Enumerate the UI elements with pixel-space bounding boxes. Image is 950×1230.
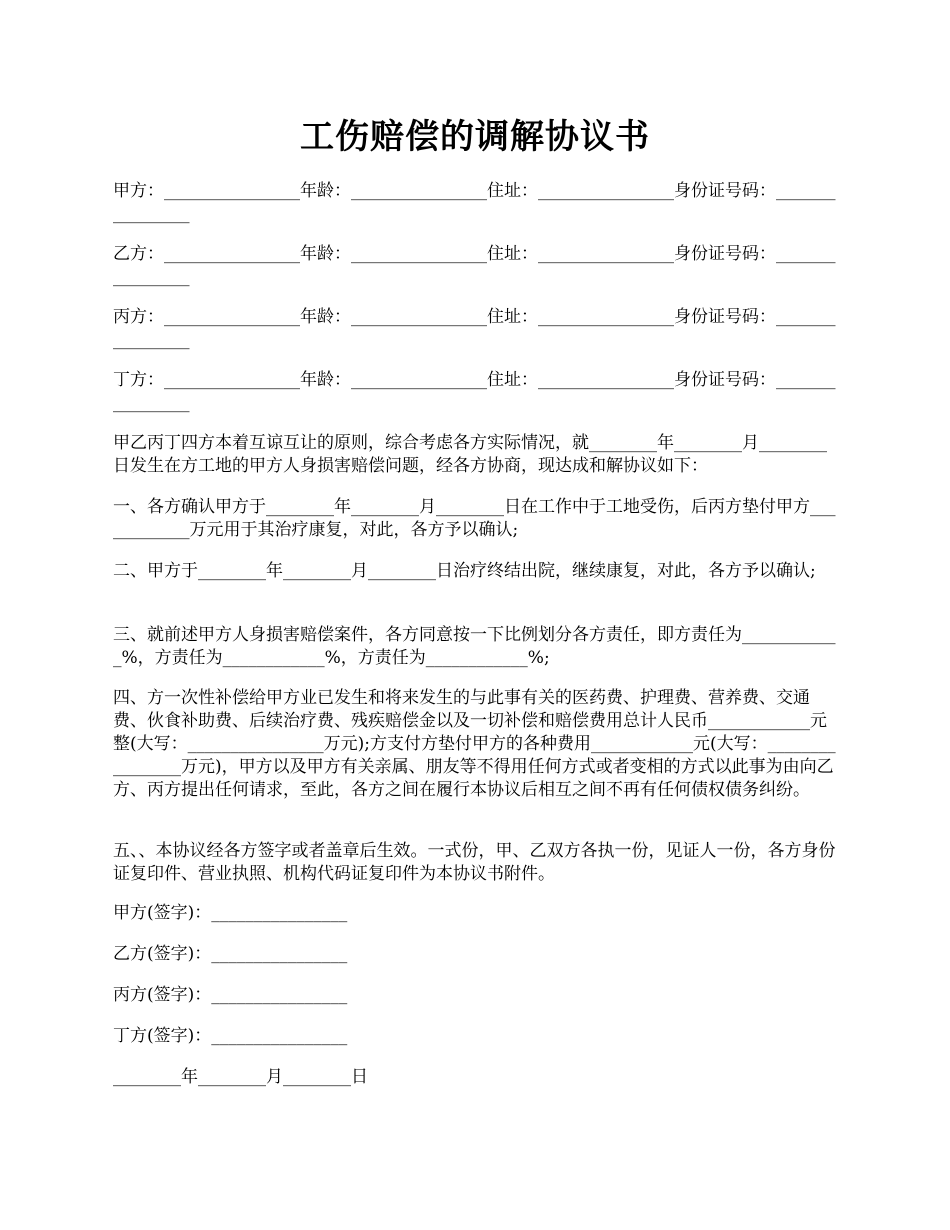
- document-title: 工伤赔偿的调解协议书: [300, 117, 650, 157]
- clause-3: 三、就前述甲方人身损害赔偿案件，各方同意按一下比例划分各方责任，即方责任为____________%，方责任为____________%，方责任为____________%;: [113, 625, 836, 668]
- clause-4: 四、方一次性补偿给甲方业已发生和将来发生的与此事有关的医药费、护理费、营养费、交通费、伙食补助费、后续治疗费、残疾赔偿金以及一切补偿和赔偿费用总计人民币____________元整(大写：________________万元);方支付方垫付甲方的各种费用____________元(大写：________________万元)，甲方以及甲方有关亲属、朋友等不得用任何方式或者变相的方式以此事为由向乙方、丙方提出任何请求，至此，各方之间在履行本协议后相互之间不再有任何债权债务纠纷。: [113, 688, 836, 800]
- signature-line-b: 乙方(签字)：________________: [113, 944, 348, 964]
- party-line-b: 乙方：________________年龄：________________住址：________________身份证号码：________________: [113, 244, 836, 287]
- clause-1: 一、各方确认甲方于________年________月________日在工作中于工地受伤，后丙方垫付甲方____________万元用于其治疗康复，对此，各方予以确认;: [113, 497, 836, 540]
- party-line-c: 丙方：________________年龄：________________住址：________________身份证号码：________________: [113, 307, 836, 350]
- clause-2: 二、甲方于________年________月________日治疗终结出院，继续康复，对此，各方予以确认;: [113, 561, 816, 581]
- clause-5: 五、、本协议经各方签字或者盖章后生效。一式份，甲、乙双方各执一份，见证人一份，各方身份证复印件、营业执照、机构代码证复印件为本协议书附件。: [113, 841, 836, 884]
- signature-line-d: 丁方(签字)：________________: [113, 1026, 348, 1046]
- party-line-d: 丁方：________________年龄：________________住址：________________身份证号码：________________: [113, 370, 836, 413]
- signature-line-c: 丙方(签字)：________________: [113, 985, 348, 1005]
- party-line-a: 甲方：________________年龄：________________住址：________________身份证号码：________________: [113, 181, 836, 224]
- signature-line-a: 甲方(签字)：________________: [113, 903, 348, 923]
- intro-paragraph: 甲乙丙丁四方本着互谅互让的原则，综合考虑各方实际情况，就________年________月________日发生在方工地的甲方人身损害赔偿问题，经各方协商，现达成和解协议如下：: [113, 433, 827, 476]
- date-line: ________年________月________日: [113, 1067, 368, 1087]
